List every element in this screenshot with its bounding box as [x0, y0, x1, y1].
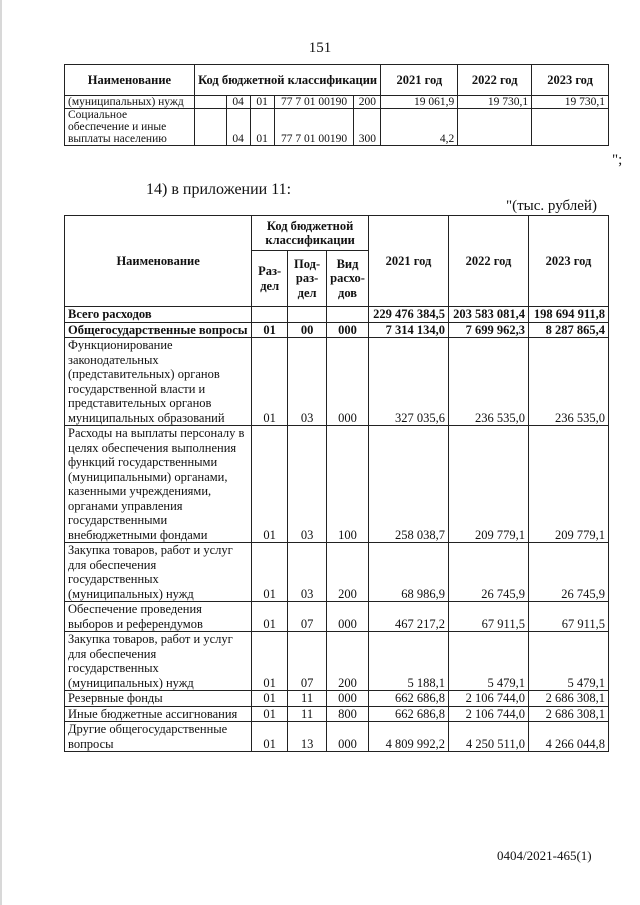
- units-label: "(тыс. рублей): [506, 198, 597, 214]
- table-row: [65, 722, 609, 752]
- code-cell: [194, 96, 226, 109]
- table-row: [65, 691, 609, 707]
- vid-cell: 000: [327, 691, 369, 707]
- razdel-cell: 01: [252, 722, 288, 752]
- podrazdel-cell: 11: [288, 706, 327, 722]
- table2-header-razdel: Раз-дел: [252, 251, 288, 307]
- vid-cell: [327, 307, 369, 323]
- code-cell: 77 7 01 00190: [274, 96, 354, 109]
- row-name: Общегосударственные вопросы: [65, 322, 252, 338]
- value-2022: 19 730,1: [458, 96, 532, 109]
- table1-header-2021: 2021 год: [381, 65, 458, 96]
- row-name: Всего расходов: [65, 307, 252, 323]
- table2-header-code-group: Код бюджетной классификации: [252, 216, 369, 251]
- podrazdel-cell: 00: [288, 322, 327, 338]
- podrazdel-cell: 03: [288, 426, 327, 543]
- value-2021: 68 986,9: [369, 543, 449, 602]
- podrazdel-cell: [288, 307, 327, 323]
- code-cell: 01: [250, 96, 274, 109]
- razdel-cell: 01: [252, 691, 288, 707]
- razdel-cell: 01: [252, 426, 288, 543]
- value-2023: 2 686 308,1: [528, 691, 608, 707]
- table-row: [65, 338, 609, 426]
- row-name: (муниципальных) нужд: [65, 96, 195, 109]
- value-2023: 209 779,1: [528, 426, 608, 543]
- value-2023: 8 287 865,4: [528, 322, 608, 338]
- podrazdel-cell: 03: [288, 543, 327, 602]
- value-2022: 236 535,0: [448, 338, 528, 426]
- table-row: [65, 426, 609, 543]
- value-2021: 467 217,2: [369, 602, 449, 632]
- section-heading: 14) в приложении 11:: [146, 181, 292, 198]
- value-2022: 5 479,1: [448, 632, 528, 691]
- code-cell: 77 7 01 00190: [274, 109, 354, 146]
- table-row: [65, 307, 609, 323]
- value-2023: 236 535,0: [528, 338, 608, 426]
- code-cell: 04: [226, 96, 250, 109]
- scan-edge: [0, 0, 2, 905]
- value-2022: 7 699 962,3: [448, 322, 528, 338]
- podrazdel-cell: 07: [288, 602, 327, 632]
- code-cell: 200: [354, 96, 381, 109]
- table-row: [65, 602, 609, 632]
- table1-header-2022: 2022 год: [458, 65, 532, 96]
- podrazdel-cell: 03: [288, 338, 327, 426]
- value-2023: 198 694 911,8: [528, 307, 608, 323]
- code-cell: 01: [250, 109, 274, 146]
- value-2022: 2 106 744,0: [448, 706, 528, 722]
- table1-header-code: Код бюджетной классификации: [194, 65, 381, 96]
- razdel-cell: 01: [252, 632, 288, 691]
- row-name: Функционирование законодательных (представительных) органов государственной власти и представительных органов муниципальных образований: [65, 338, 252, 426]
- value-2021: 229 476 384,5: [369, 307, 449, 323]
- razdel-cell: 01: [252, 543, 288, 602]
- value-2021: 662 686,8: [369, 691, 449, 707]
- table1-header-2023: 2023 год: [532, 65, 609, 96]
- vid-cell: 000: [327, 722, 369, 752]
- value-2022: [458, 109, 532, 146]
- value-2021: 4,2: [381, 109, 458, 146]
- table-row: [65, 322, 609, 338]
- value-2023: 26 745,9: [528, 543, 608, 602]
- code-cell: 300: [354, 109, 381, 146]
- razdel-cell: 01: [252, 338, 288, 426]
- razdel-cell: [252, 307, 288, 323]
- table2-header-row-1: [65, 216, 609, 251]
- row-name: Закупка товаров, работ и услуг для обеспечения государственных (муниципальных) нужд: [65, 632, 252, 691]
- expenses-table: [64, 215, 609, 752]
- row-name: Закупка товаров, работ и услуг для обеспечения государственных (муниципальных) нужд: [65, 543, 252, 602]
- value-2023: 67 911,5: [528, 602, 608, 632]
- page-number: 151: [308, 40, 332, 56]
- value-2023: 4 266 044,8: [528, 722, 608, 752]
- podrazdel-cell: 11: [288, 691, 327, 707]
- table2-header-name: Наименование: [65, 216, 252, 307]
- table-row: [65, 706, 609, 722]
- podrazdel-cell: 07: [288, 632, 327, 691]
- value-2021: 5 188,1: [369, 632, 449, 691]
- value-2021: 327 035,6: [369, 338, 449, 426]
- vid-cell: 000: [327, 602, 369, 632]
- table2-header-2021: 2021 год: [369, 216, 449, 307]
- table-row: [65, 109, 609, 146]
- table-row: [65, 96, 609, 109]
- value-2021: 7 314 134,0: [369, 322, 449, 338]
- value-2022: 67 911,5: [448, 602, 528, 632]
- table-row: [65, 543, 609, 602]
- value-2022: 2 106 744,0: [448, 691, 528, 707]
- table1-header-name: Наименование: [65, 65, 195, 96]
- table1-header-row: [65, 65, 609, 96]
- document-code: 0404/2021-465(1): [497, 848, 592, 863]
- value-2021: 19 061,9: [381, 96, 458, 109]
- value-2023: 2 686 308,1: [528, 706, 608, 722]
- value-2023: 5 479,1: [528, 632, 608, 691]
- table2-header-2022: 2022 год: [448, 216, 528, 307]
- code-cell: [194, 109, 226, 146]
- table-row: [65, 632, 609, 691]
- vid-cell: 000: [327, 322, 369, 338]
- value-2022: 4 250 511,0: [448, 722, 528, 752]
- row-name: Расходы на выплаты персоналу в целях обеспечения выполнения функций государственными (муниципальными) органами, казенными учреждениями, органами управления государственными внебюджетными фондами: [65, 426, 252, 543]
- continued-table: [64, 64, 609, 146]
- table2-header-vid: Вид расхо-дов: [327, 251, 369, 307]
- closing-quote: ";: [612, 152, 623, 168]
- value-2023: 19 730,1: [532, 96, 609, 109]
- value-2023: [532, 109, 609, 146]
- vid-cell: 100: [327, 426, 369, 543]
- row-name: Иные бюджетные ассигнования: [65, 706, 252, 722]
- podrazdel-cell: 13: [288, 722, 327, 752]
- value-2021: 662 686,8: [369, 706, 449, 722]
- code-cell: 04: [226, 109, 250, 146]
- row-name: Социальное обеспечение и иные выплаты населению: [65, 109, 195, 146]
- vid-cell: 200: [327, 543, 369, 602]
- razdel-cell: 01: [252, 602, 288, 632]
- row-name: Обеспечение проведения выборов и референдумов: [65, 602, 252, 632]
- value-2022: 209 779,1: [448, 426, 528, 543]
- table2-header-2023: 2023 год: [528, 216, 608, 307]
- razdel-cell: 01: [252, 706, 288, 722]
- value-2021: 4 809 992,2: [369, 722, 449, 752]
- row-name: Другие общегосударственные вопросы: [65, 722, 252, 752]
- vid-cell: 000: [327, 338, 369, 426]
- value-2021: 258 038,7: [369, 426, 449, 543]
- table2-header-podrazdel: Под-раз-дел: [288, 251, 327, 307]
- value-2022: 203 583 081,4: [448, 307, 528, 323]
- vid-cell: 800: [327, 706, 369, 722]
- row-name: Резервные фонды: [65, 691, 252, 707]
- razdel-cell: 01: [252, 322, 288, 338]
- vid-cell: 200: [327, 632, 369, 691]
- value-2022: 26 745,9: [448, 543, 528, 602]
